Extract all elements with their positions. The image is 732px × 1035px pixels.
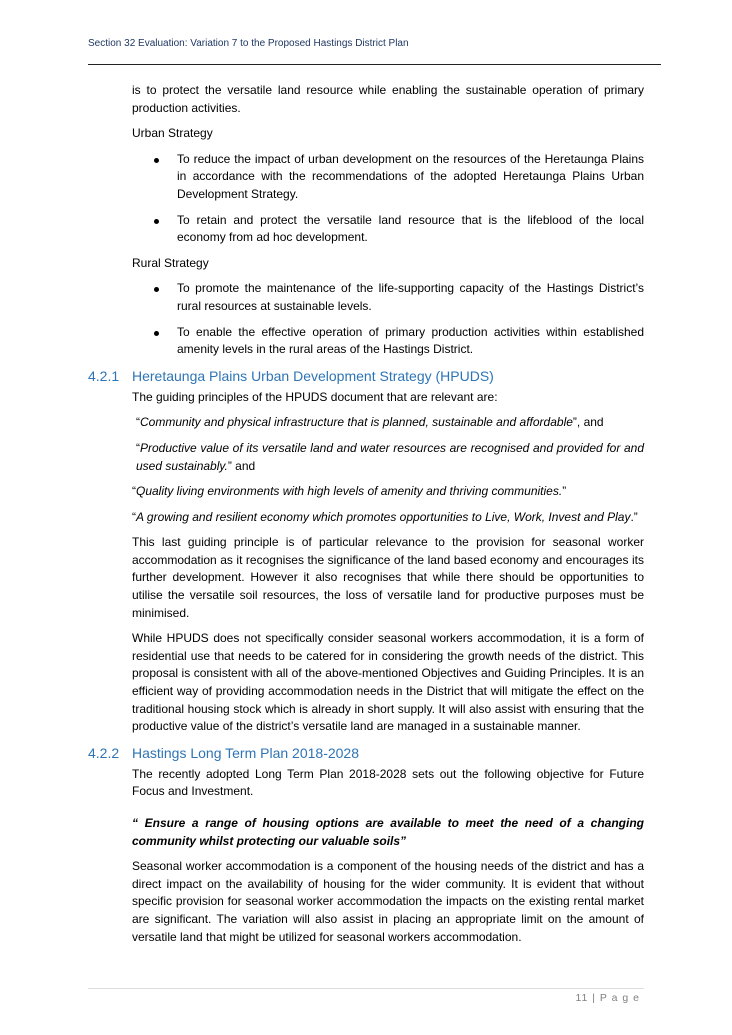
quote-text: A growing and resilient economy which promotes opportunities to Live, Work, Invest and Play bbox=[136, 509, 631, 524]
principle-quote-1 bbox=[132, 414, 644, 432]
footer-divider bbox=[88, 988, 644, 989]
intro-paragraph: is to protect the versatile land resource while enabling the sustainable operation of primary production activities. bbox=[132, 83, 644, 115]
quote-mark: “ bbox=[132, 484, 136, 499]
bullet-icon bbox=[154, 287, 159, 292]
urban-strategy-title: Urban Strategy bbox=[132, 126, 213, 141]
list-item-text: To enable the effective operation of primary production activities within established amenity levels in the rural areas of the Hastings District. bbox=[177, 324, 644, 357]
bullet-icon bbox=[154, 331, 159, 336]
quote-mark: “ bbox=[132, 509, 136, 524]
list-item bbox=[132, 280, 644, 315]
bullet-icon bbox=[154, 219, 159, 224]
page-number: 11 | P a g e bbox=[575, 992, 640, 1004]
section-heading-4-2-1 bbox=[88, 367, 644, 385]
hpuds-paragraph-1: This last guiding principle is of particular relevance to the provision for seasonal worker accommodation as it recognises the significance of the land based economy and encourages its further development. However it also recognises that while there should be opportunities to utilise the versatile soil resources, the loss of versatile land for productive purposes must be minimised. bbox=[132, 535, 644, 620]
section-title: Heretaunga Plains Urban Development Strategy (HPUDS) bbox=[132, 367, 494, 384]
section-number: 4.2.1 bbox=[88, 367, 120, 384]
list-item bbox=[132, 324, 644, 359]
list-item-text: To reduce the impact of urban development on the resources of the Heretaunga Plains in accordance with the recommendations of the adopted Heretaunga Plains Urban Development Strategy. bbox=[177, 151, 644, 201]
rural-strategy-list bbox=[132, 280, 644, 358]
quote-suffix: ” bbox=[562, 484, 567, 499]
hpuds-lead: The guiding principles of the HPUDS document that are relevant are: bbox=[132, 389, 498, 404]
quote-mark: “ bbox=[136, 440, 140, 455]
hpuds-paragraph-2: While HPUDS does not specifically consider seasonal workers accommodation, it is a form of residential use that needs to be catered for in considering the growth needs of the district. This proposal is consistent with all of the above-mentioned Objectives and Guiding Principles. It is an efficient way of providing accommodation needs in the District that will mitigate the effect on the traditional housing stock which is already in short supply. It will also assist with ensuring that the productive value of the district’s versatile land are managed in a sustainable manner. bbox=[132, 631, 644, 734]
ltp-lead: The recently adopted Long Term Plan 2018-2028 sets out the following objective for Future Focus and Investment. bbox=[132, 766, 644, 799]
header-divider bbox=[88, 64, 661, 65]
quote-text: Productive value of its versatile land and water resources are recognised and provided for and used sustainably. bbox=[136, 440, 644, 473]
rural-strategy-title: Rural Strategy bbox=[132, 255, 209, 270]
quote-suffix: .” bbox=[630, 509, 638, 524]
quote-mark: “ bbox=[136, 415, 140, 430]
document-body bbox=[88, 82, 644, 954]
section-number: 4.2.2 bbox=[88, 744, 120, 761]
list-item-text: To promote the maintenance of the life-supporting capacity of the Hastings District’s rural resources at sustainable levels. bbox=[177, 281, 644, 313]
quote-text: Community and physical infrastructure that is planned, sustainable and affordable bbox=[140, 415, 573, 430]
urban-strategy-list bbox=[132, 151, 644, 247]
principle-quote-3 bbox=[132, 483, 644, 501]
quote-text: Quality living environments with high levels of amenity and thriving communities. bbox=[136, 484, 563, 499]
quote-suffix: ”, and bbox=[572, 415, 604, 430]
quote-suffix: ” and bbox=[227, 458, 256, 473]
section-title: Hastings Long Term Plan 2018-2028 bbox=[132, 744, 360, 761]
section-heading-4-2-2 bbox=[88, 744, 644, 762]
list-item-text: To retain and protect the versatile land resource that is the lifeblood of the local economy from ad hoc development. bbox=[177, 212, 644, 245]
list-item bbox=[132, 151, 644, 204]
ltp-objective: “ Ensure a range of housing options are available to meet the need of a changing community whilst protecting our valuable soils” bbox=[132, 816, 644, 848]
bullet-icon bbox=[154, 158, 159, 163]
ltp-paragraph: Seasonal worker accommodation is a component of the housing needs of the district and has a direct impact on the availability of housing for the wider community. It is evident that without specific provision for seasonal worker accommodation the impacts on the existing rental market are significant. The variation will also assist in placing an appropriate limit on the amount of versatile land that might be utilized for seasonal workers accommodation. bbox=[132, 859, 644, 944]
running-header: Section 32 Evaluation: Variation 7 to the Proposed Hastings District Plan bbox=[88, 38, 409, 49]
principle-quote-2 bbox=[132, 440, 644, 475]
list-item bbox=[132, 212, 644, 247]
principle-quote-4 bbox=[132, 509, 644, 527]
